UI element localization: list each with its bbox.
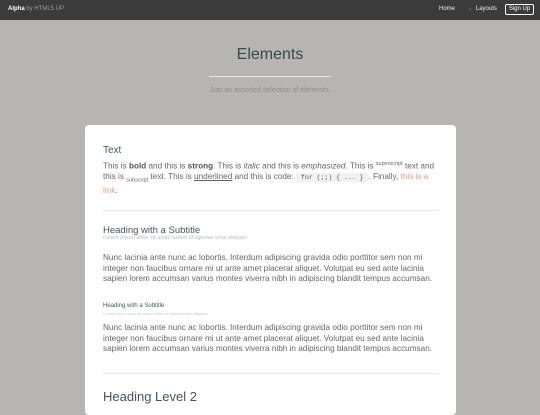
page-title: Elements [236, 46, 304, 63]
inline-code: for (;;) { ... } [296, 173, 368, 182]
signup-button[interactable]: Sign Up [505, 4, 534, 15]
subtitle-heading-2: Heading with a Subtitle [103, 303, 165, 309]
text-run: . This is [213, 161, 244, 171]
bold-text: bold [128, 161, 147, 171]
heading-level-2: Heading Level 2 [103, 389, 197, 404]
chevron-down-icon: ⌄ [468, 6, 473, 12]
text-run: . [115, 186, 118, 196]
subtitle-heading-1: Heading with a Subtitle [103, 225, 201, 236]
emphasized-text: emphasized [301, 161, 346, 171]
page-subtitle: Just an assorted selection of elements. [209, 87, 331, 94]
subtitle-heading-1-subtitle: Lorem ipsum dolor sit amet nullam id egestas urna aliquam [103, 235, 247, 241]
lorem-paragraph-2: Nunc lacinia ante nunc ac lobortis. Interdum adipiscing gravida odio porttitor sem non mi integer non faucibus ornare mi ut ante amet placerat aliquet. Volutpat eu sed ante lacinia sapien lorem accumsan varius montes viverra nibh in adipiscing blandit tempus accumsan. [103, 323, 433, 353]
text-run: and this is [259, 161, 302, 171]
title-divider [209, 76, 331, 77]
subscript-text: subscript [126, 177, 149, 184]
brand-logo[interactable] [8, 6, 64, 12]
nav-layouts-label: Layouts [475, 6, 497, 12]
text-run: . This is [345, 161, 376, 171]
brand-byline: by HTML5 UP [26, 6, 65, 12]
section-divider [103, 373, 439, 374]
superscript-text: superscript [375, 161, 403, 167]
lorem-paragraph-1: Nunc lacinia ante nunc ac lobortis. Interdum adipiscing gravida odio porttitor sem non mi integer non faucibus ornare mi ut ante amet placerat aliquet. Volutpat eu sed ante lacinia sapien lorem accumsan varius montes viverra nibh in adipiscing blandit tempus accumsan. [103, 253, 433, 283]
subtitle-heading-2-subtitle: Lorem ipsum dolor sit amet nullam id egestas urna aliquam [103, 311, 208, 316]
text-run: This is [103, 161, 129, 171]
content-panel [85, 125, 456, 415]
brand-name: Alpha [8, 6, 25, 12]
nav-home-link[interactable]: Home [439, 6, 456, 12]
underlined-text: underlined [194, 172, 233, 182]
nav-layouts-menu[interactable] [468, 6, 497, 12]
italic-text: italic [243, 161, 260, 171]
text-section-title: Text [103, 145, 122, 156]
text-run: and this is [146, 161, 188, 171]
text-run: and this is code: [232, 172, 297, 182]
text-run: text and this is [103, 161, 435, 182]
strong-text: strong [187, 161, 214, 171]
text-run: . Finally, [368, 172, 401, 182]
text-run: text. This is [148, 172, 195, 182]
sample-link[interactable]: this is a link [103, 172, 429, 196]
section-divider [103, 210, 439, 211]
text-sample-paragraph [103, 159, 439, 197]
top-navbar [0, 0, 540, 20]
